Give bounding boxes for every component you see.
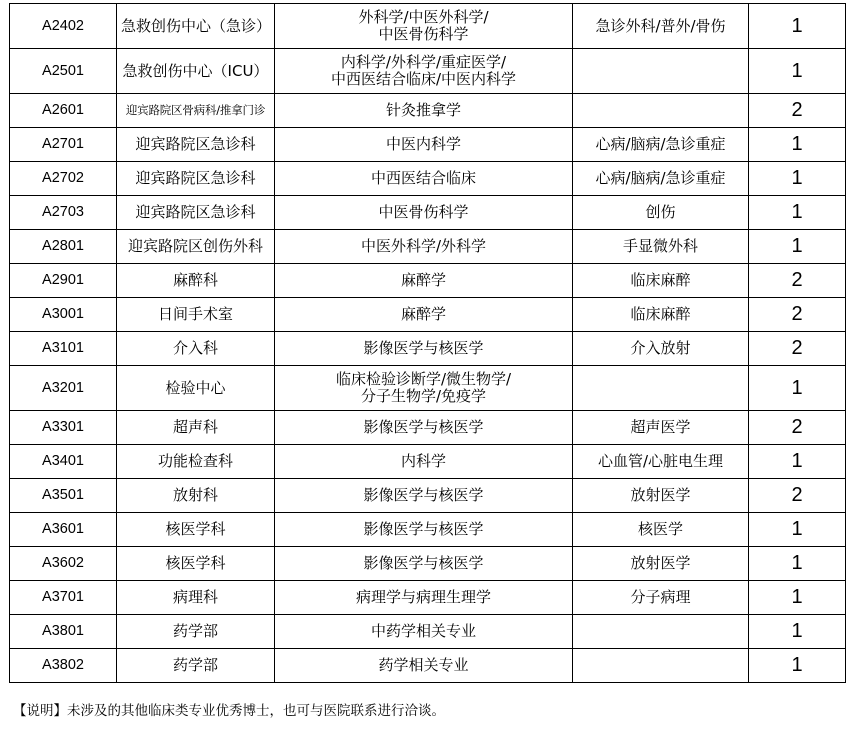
table-row <box>10 445 846 479</box>
position-code-cell: A2601 <box>10 94 117 128</box>
table-row <box>10 128 846 162</box>
research-direction-cell <box>573 615 749 649</box>
position-code-cell: A3802 <box>10 649 117 683</box>
department-cell: 核医学科 <box>117 513 275 547</box>
major-line: 影像医学与核医学 <box>363 520 484 538</box>
major-cell <box>275 4 573 49</box>
major-cell <box>275 366 573 411</box>
major-line: 中医骨伤科学 <box>378 25 469 43</box>
research-direction-cell <box>573 366 749 411</box>
major-cell <box>275 581 573 615</box>
table-row <box>10 264 846 298</box>
department-cell: 放射科 <box>117 479 275 513</box>
table-row <box>10 581 846 615</box>
major-cell <box>275 230 573 264</box>
department-cell: 迎宾路院区骨病科/推拿门诊 <box>117 94 275 128</box>
department-cell: 病理科 <box>117 581 275 615</box>
position-code-cell: A3602 <box>10 547 117 581</box>
major-line: 中西医结合临床/中医内科学 <box>330 70 517 88</box>
department-cell: 药学部 <box>117 615 275 649</box>
position-code-cell: A2901 <box>10 264 117 298</box>
headcount-cell: 1 <box>749 162 846 196</box>
headcount-cell: 1 <box>749 196 846 230</box>
major-cell <box>275 445 573 479</box>
position-code-cell: A3801 <box>10 615 117 649</box>
position-code-cell: A2701 <box>10 128 117 162</box>
research-direction-cell: 手显微外科 <box>573 230 749 264</box>
headcount-cell: 1 <box>749 615 846 649</box>
major-line: 病理学与病理生理学 <box>355 588 491 606</box>
table-row <box>10 547 846 581</box>
headcount-cell: 2 <box>749 264 846 298</box>
major-cell <box>275 479 573 513</box>
department-cell: 迎宾路院区急诊科 <box>117 128 275 162</box>
major-cell <box>275 49 573 94</box>
headcount-cell: 1 <box>749 49 846 94</box>
research-direction-cell: 临床麻醉 <box>573 298 749 332</box>
department-cell: 核医学科 <box>117 547 275 581</box>
department-cell: 功能检查科 <box>117 445 275 479</box>
headcount-cell: 2 <box>749 411 846 445</box>
table-row <box>10 230 846 264</box>
major-cell <box>275 298 573 332</box>
department-cell: 介入科 <box>117 332 275 366</box>
major-cell <box>275 411 573 445</box>
major-line: 中医骨伤科学 <box>378 203 469 221</box>
position-code-cell: A2703 <box>10 196 117 230</box>
major-cell <box>275 264 573 298</box>
table-row <box>10 196 846 230</box>
table-row <box>10 479 846 513</box>
research-direction-cell: 创伤 <box>573 196 749 230</box>
department-cell: 麻醉科 <box>117 264 275 298</box>
department-cell: 急救创伤中心（急诊） <box>117 4 275 49</box>
major-line: 中医内科学 <box>385 135 461 153</box>
department-cell: 检验中心 <box>117 366 275 411</box>
headcount-cell: 2 <box>749 479 846 513</box>
research-direction-cell: 超声医学 <box>573 411 749 445</box>
major-cell <box>275 649 573 683</box>
major-line: 中西医结合临床 <box>370 169 476 187</box>
headcount-cell: 1 <box>749 4 846 49</box>
research-direction-cell <box>573 94 749 128</box>
headcount-cell: 2 <box>749 298 846 332</box>
footnote: 【说明】未涉及的其他临床类专业优秀博士，也可与医院联系进行洽谈。 <box>13 703 445 719</box>
department-cell: 迎宾路院区创伤外科 <box>117 230 275 264</box>
table-row <box>10 4 846 49</box>
major-line: 影像医学与核医学 <box>363 418 484 436</box>
position-code-cell: A3301 <box>10 411 117 445</box>
major-cell <box>275 94 573 128</box>
research-direction-cell <box>573 49 749 94</box>
position-code-cell: A2501 <box>10 49 117 94</box>
department-cell: 超声科 <box>117 411 275 445</box>
table-row <box>10 366 846 411</box>
recruitment-table-container <box>9 3 845 683</box>
position-code-cell: A2801 <box>10 230 117 264</box>
research-direction-cell: 放射医学 <box>573 479 749 513</box>
major-line: 内科学/外科学/重症医学/ <box>340 53 507 71</box>
major-line: 影像医学与核医学 <box>363 554 484 572</box>
headcount-cell: 1 <box>749 513 846 547</box>
major-line: 内科学 <box>400 452 446 470</box>
department-cell: 迎宾路院区急诊科 <box>117 196 275 230</box>
headcount-cell: 1 <box>749 230 846 264</box>
headcount-cell: 2 <box>749 332 846 366</box>
major-line: 影像医学与核医学 <box>363 486 484 504</box>
major-line: 中药学相关专业 <box>370 622 476 640</box>
headcount-cell: 2 <box>749 94 846 128</box>
headcount-cell: 1 <box>749 128 846 162</box>
research-direction-cell <box>573 649 749 683</box>
research-direction-cell: 心血管/心脏电生理 <box>573 445 749 479</box>
major-cell <box>275 547 573 581</box>
department-cell: 急救创伤中心（ICU） <box>117 49 275 94</box>
position-code-cell: A2402 <box>10 4 117 49</box>
recruitment-table <box>9 3 846 683</box>
department-cell: 药学部 <box>117 649 275 683</box>
major-line: 针灸推拿学 <box>385 101 461 119</box>
major-cell <box>275 128 573 162</box>
major-cell <box>275 615 573 649</box>
table-row <box>10 411 846 445</box>
table-row <box>10 162 846 196</box>
headcount-cell: 1 <box>749 581 846 615</box>
major-cell <box>275 196 573 230</box>
research-direction-cell: 心病/脑病/急诊重症 <box>573 162 749 196</box>
position-code-cell: A3201 <box>10 366 117 411</box>
research-direction-cell: 急诊外科/普外/骨伤 <box>573 4 749 49</box>
headcount-cell: 1 <box>749 547 846 581</box>
research-direction-cell: 介入放射 <box>573 332 749 366</box>
headcount-cell: 1 <box>749 445 846 479</box>
table-row <box>10 49 846 94</box>
major-line: 麻醉学 <box>400 271 446 289</box>
table-row <box>10 94 846 128</box>
major-cell <box>275 332 573 366</box>
table-row <box>10 332 846 366</box>
position-code-cell: A3701 <box>10 581 117 615</box>
major-cell <box>275 162 573 196</box>
department-cell: 日间手术室 <box>117 298 275 332</box>
research-direction-cell: 放射医学 <box>573 547 749 581</box>
table-row <box>10 649 846 683</box>
headcount-cell: 1 <box>749 366 846 411</box>
research-direction-cell: 临床麻醉 <box>573 264 749 298</box>
research-direction-cell: 分子病理 <box>573 581 749 615</box>
major-line: 影像医学与核医学 <box>363 339 484 357</box>
major-line: 分子生物学/免疫学 <box>360 387 487 405</box>
position-code-cell: A3101 <box>10 332 117 366</box>
research-direction-cell: 核医学 <box>573 513 749 547</box>
headcount-cell: 1 <box>749 649 846 683</box>
table-row <box>10 298 846 332</box>
table-row <box>10 615 846 649</box>
major-line: 药学相关专业 <box>378 656 469 674</box>
department-cell: 迎宾路院区急诊科 <box>117 162 275 196</box>
position-code-cell: A3501 <box>10 479 117 513</box>
position-code-cell: A3001 <box>10 298 117 332</box>
major-line: 临床检验诊断学/微生物学/ <box>335 370 512 388</box>
position-code-cell: A2702 <box>10 162 117 196</box>
research-direction-cell: 心病/脑病/急诊重症 <box>573 128 749 162</box>
major-cell <box>275 513 573 547</box>
major-line: 麻醉学 <box>400 305 446 323</box>
major-line: 外科学/中医外科学/ <box>358 8 489 26</box>
position-code-cell: A3401 <box>10 445 117 479</box>
major-line: 中医外科学/外科学 <box>360 237 487 255</box>
position-code-cell: A3601 <box>10 513 117 547</box>
table-body <box>10 4 846 683</box>
table-row <box>10 513 846 547</box>
